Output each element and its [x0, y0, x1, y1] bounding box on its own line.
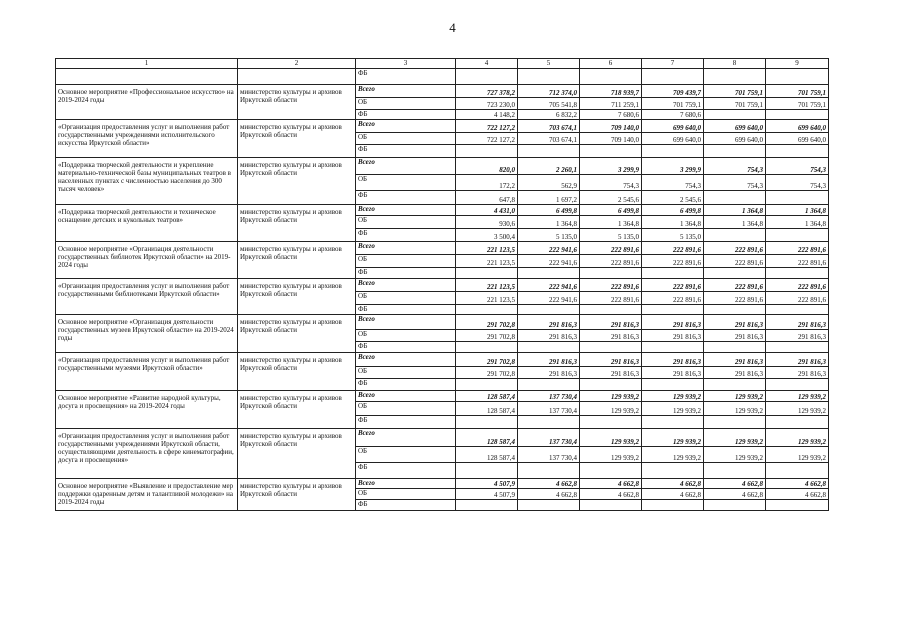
fund-label: ОБ [356, 216, 456, 229]
value-cell: 222 891,6 [580, 292, 642, 305]
value-cell: 222 891,6 [580, 242, 642, 255]
value-cell [704, 305, 766, 315]
value-cell: 222 941,6 [518, 255, 580, 268]
value-cell: 6 832,2 [518, 110, 580, 120]
value-cell: 930,6 [456, 216, 518, 229]
value-cell [766, 305, 829, 315]
fund-label: ОБ [356, 447, 456, 463]
value-cell: 291 816,3 [704, 353, 766, 367]
value-cell: 221 123,5 [456, 242, 518, 255]
value-cell: 6 499,8 [518, 205, 580, 216]
value-cell: 291 816,3 [518, 367, 580, 379]
value-cell: 7 680,6 [580, 110, 642, 120]
value-cell: 701 759,1 [704, 85, 766, 98]
responsible-org: министерство культуры и архивов Иркутской области [238, 158, 356, 205]
value-cell: 291 816,3 [766, 367, 829, 379]
value-cell [766, 268, 829, 279]
fund-label: ОБ [356, 133, 456, 145]
responsible-org: министерство культуры и архивов Иркутской области [238, 85, 356, 120]
value-cell: 222 891,6 [642, 242, 704, 255]
table-row [56, 69, 829, 85]
value-cell [642, 379, 704, 391]
value-cell: 4 507,9 [456, 489, 518, 500]
value-cell: 222 891,6 [580, 279, 642, 292]
value-cell: 222 891,6 [766, 279, 829, 292]
value-cell: 222 941,6 [518, 279, 580, 292]
value-cell: 754,3 [580, 175, 642, 191]
value-cell: 129 939,2 [642, 447, 704, 463]
value-cell: 647,8 [456, 191, 518, 205]
value-cell [704, 500, 766, 511]
value-cell [766, 463, 829, 479]
activity-name: Основное мероприятие «Выявление и предоставление мер поддержки одаренным детям и талантливой молодежи» на 2019-2024 годы [56, 479, 238, 511]
value-cell: 754,3 [704, 175, 766, 191]
value-cell [766, 500, 829, 511]
value-cell: 5 135,0 [580, 229, 642, 242]
value-cell: 701 759,1 [766, 85, 829, 98]
value-cell: 129 939,2 [766, 391, 829, 402]
value-cell [580, 500, 642, 511]
value-cell: 2 260,1 [518, 158, 580, 175]
fund-label: ФБ [356, 69, 456, 85]
value-cell: 129 939,2 [580, 391, 642, 402]
value-cell [580, 463, 642, 479]
value-cell [642, 463, 704, 479]
value-cell [704, 229, 766, 242]
value-cell: 128 587,4 [456, 429, 518, 447]
table-row [56, 279, 829, 292]
value-cell: 222 941,6 [518, 242, 580, 255]
value-cell: 1 364,8 [580, 216, 642, 229]
value-cell: 6 499,8 [642, 205, 704, 216]
activity-name: «Организация предоставления услуг и выполнения работ государственными библиотеками Иркутской области» [56, 279, 238, 315]
value-cell: 1 364,8 [766, 216, 829, 229]
value-cell: 1 364,8 [642, 216, 704, 229]
header-cell: 8 [704, 59, 766, 69]
value-cell [704, 463, 766, 479]
value-cell: 222 941,6 [518, 292, 580, 305]
value-cell: 291 816,3 [704, 315, 766, 330]
header-cell: 6 [580, 59, 642, 69]
value-cell: 699 640,0 [642, 120, 704, 133]
fund-label: ОБ [356, 175, 456, 191]
value-cell: 129 939,2 [580, 402, 642, 416]
name-cell [56, 69, 238, 85]
value-cell: 129 939,2 [704, 447, 766, 463]
fund-label: ФБ [356, 416, 456, 429]
fund-label: ФБ [356, 463, 456, 479]
value-cell: 709 439,7 [642, 85, 704, 98]
value-cell: 711 259,1 [580, 98, 642, 110]
value-cell: 137 730,4 [518, 402, 580, 416]
value-cell: 221 123,5 [456, 279, 518, 292]
fund-label: Всего [356, 205, 456, 216]
table-row [56, 242, 829, 255]
value-cell [766, 379, 829, 391]
value-cell [456, 379, 518, 391]
value-cell: 129 939,2 [704, 429, 766, 447]
value-cell [766, 110, 829, 120]
value-cell: 222 891,6 [704, 292, 766, 305]
value-cell: 2 545,6 [642, 191, 704, 205]
fund-label: ФБ [356, 229, 456, 242]
value-cell [518, 145, 580, 158]
value-cell [456, 305, 518, 315]
responsible-org: министерство культуры и архивов Иркутской области [238, 279, 356, 315]
value-cell [518, 500, 580, 511]
value-cell [766, 191, 829, 205]
activity-name: «Поддержка творческой деятельности и укрепление материально-технической базы муниципальных театров в населенных пунктах с численностью населения до 300 тысяч человек» [56, 158, 238, 205]
value-cell: 291 816,3 [642, 367, 704, 379]
value-cell [642, 416, 704, 429]
value-cell: 291 816,3 [704, 367, 766, 379]
value-cell: 291 702,8 [456, 367, 518, 379]
fund-label: ОБ [356, 402, 456, 416]
fund-label: ФБ [356, 191, 456, 205]
value-cell: 291 816,3 [642, 315, 704, 330]
value-cell [704, 145, 766, 158]
value-cell: 4 662,8 [518, 489, 580, 500]
value-cell: 291 816,3 [580, 315, 642, 330]
fund-label: Всего [356, 391, 456, 402]
value-cell: 4 662,8 [518, 479, 580, 489]
value-cell: 291 702,8 [456, 315, 518, 330]
value-cell: 129 939,2 [766, 447, 829, 463]
value-cell: 291 816,3 [580, 367, 642, 379]
value-cell [518, 342, 580, 353]
header-cell: 1 [56, 59, 238, 69]
value-cell [766, 416, 829, 429]
value-cell: 722 127,2 [456, 133, 518, 145]
value-cell [704, 416, 766, 429]
value-cell: 129 939,2 [642, 429, 704, 447]
budget-table [55, 58, 829, 511]
table-row [56, 353, 829, 367]
value-cell: 754,3 [766, 175, 829, 191]
value-cell [642, 145, 704, 158]
value-cell [766, 229, 829, 242]
value-cell [642, 342, 704, 353]
value-cell: 129 939,2 [766, 429, 829, 447]
fund-label: ОБ [356, 489, 456, 500]
value-cell: 128 587,4 [456, 391, 518, 402]
value-cell: 222 891,6 [766, 292, 829, 305]
value-cell: 7 680,6 [642, 110, 704, 120]
header-cell: 9 [766, 59, 829, 69]
value-cell: 712 374,0 [518, 85, 580, 98]
header-cell: 3 [356, 59, 456, 69]
value-cell: 4 662,8 [642, 489, 704, 500]
value-cell [456, 463, 518, 479]
value-cell: 699 640,0 [642, 133, 704, 145]
value-cell: 1 364,8 [766, 205, 829, 216]
value-cell: 4 662,8 [580, 479, 642, 489]
value-cell [518, 463, 580, 479]
value-cell: 6 499,8 [580, 205, 642, 216]
value-cell: 3 299,9 [642, 158, 704, 175]
table-row [56, 479, 829, 489]
value-cell: 129 939,2 [704, 402, 766, 416]
header-cell: 7 [642, 59, 704, 69]
table-row [56, 158, 829, 175]
value-cell: 222 891,6 [704, 242, 766, 255]
activity-name: «Организация предоставления услуг и выполнения работ государственными учреждениями исполнительского искусства Иркутской области» [56, 120, 238, 158]
value-cell: 3 299,9 [580, 158, 642, 175]
value-cell: 128 587,4 [456, 402, 518, 416]
fund-label: ФБ [356, 342, 456, 353]
value-cell: 703 674,1 [518, 120, 580, 133]
value-cell [766, 145, 829, 158]
value-cell: 137 730,4 [518, 447, 580, 463]
value-cell: 128 587,4 [456, 447, 518, 463]
value-cell: 5 135,0 [518, 229, 580, 242]
fund-label: ОБ [356, 330, 456, 342]
value-cell: 754,3 [642, 175, 704, 191]
value-cell [580, 268, 642, 279]
value-cell: 291 816,3 [518, 315, 580, 330]
responsible-org: министерство культуры и архивов Иркутской области [238, 429, 356, 479]
value-cell: 137 730,4 [518, 391, 580, 402]
table-header-row [56, 59, 829, 69]
value-cell: 129 939,2 [766, 402, 829, 416]
value-cell: 705 541,8 [518, 98, 580, 110]
value-cell: 4 662,8 [766, 489, 829, 500]
value-cell [580, 145, 642, 158]
activity-name: Основное мероприятие «Профессиональное искусство» на 2019-2024 годы [56, 85, 238, 120]
activity-name: Основное мероприятие «Развитие народной культуры, досуга и просвещения» на 2019-2024 годы [56, 391, 238, 429]
value-cell: 701 759,1 [766, 98, 829, 110]
value-cell [580, 305, 642, 315]
header-cell: 2 [238, 59, 356, 69]
value-cell: 172,2 [456, 175, 518, 191]
fund-label: Всего [356, 85, 456, 98]
fund-label: ФБ [356, 305, 456, 315]
value-cell: 291 816,3 [766, 353, 829, 367]
value-cell: 754,3 [704, 158, 766, 175]
fund-label: ФБ [356, 268, 456, 279]
value-cell: 221 123,5 [456, 255, 518, 268]
activity-name: «Поддержка творческой деятельности и техническое оснащение детских и кукольных театров» [56, 205, 238, 242]
value-cell [642, 268, 704, 279]
value-cell: 291 816,3 [704, 330, 766, 342]
value-cell: 2 545,6 [580, 191, 642, 205]
value-cell: 222 891,6 [704, 279, 766, 292]
fund-label: Всего [356, 353, 456, 367]
value-cell [580, 379, 642, 391]
value-cell: 4 662,8 [704, 479, 766, 489]
value-cell: 699 640,0 [766, 120, 829, 133]
fund-label: Всего [356, 479, 456, 489]
responsible-org: министерство культуры и архивов Иркутской области [238, 353, 356, 391]
value-cell: 222 891,6 [766, 255, 829, 268]
value-cell: 291 702,8 [456, 353, 518, 367]
value-cell: 129 939,2 [580, 447, 642, 463]
fund-label: Всего [356, 279, 456, 292]
value-cell: 291 816,3 [580, 330, 642, 342]
fund-label: ФБ [356, 110, 456, 120]
value-cell: 291 816,3 [518, 330, 580, 342]
value-cell: 1 364,8 [704, 205, 766, 216]
value-cell [642, 305, 704, 315]
fund-label: Всего [356, 429, 456, 447]
value-cell: 820,0 [456, 158, 518, 175]
value-cell: 703 674,1 [518, 133, 580, 145]
value-cell [704, 268, 766, 279]
fund-label: Всего [356, 120, 456, 133]
value-cell: 727 378,2 [456, 85, 518, 98]
value-cell: 701 759,1 [642, 98, 704, 110]
value-cell: 129 939,2 [642, 402, 704, 416]
responsible-org: министерство культуры и архивов Иркутской области [238, 315, 356, 353]
value-cell [704, 191, 766, 205]
value-cell [704, 342, 766, 353]
value-cell: 129 939,2 [704, 391, 766, 402]
value-cell: 221 123,5 [456, 292, 518, 305]
value-cell: 1 364,8 [704, 216, 766, 229]
value-cell [766, 342, 829, 353]
header-cell: 5 [518, 59, 580, 69]
responsible-org: министерство культуры и архивов Иркутской области [238, 391, 356, 429]
table-row [56, 391, 829, 402]
responsible-org: министерство культуры и архивов Иркутской области [238, 205, 356, 242]
fund-label: Всего [356, 242, 456, 255]
value-cell [456, 342, 518, 353]
value-cell: 291 816,3 [766, 330, 829, 342]
value-cell [580, 342, 642, 353]
responsible-org: министерство культуры и архивов Иркутской области [238, 242, 356, 279]
table-row [56, 315, 829, 330]
value-cell: 4 662,8 [642, 479, 704, 489]
value-cell [518, 379, 580, 391]
value-cell: 291 816,3 [580, 353, 642, 367]
value-cell: 723 230,0 [456, 98, 518, 110]
value-cell: 222 891,6 [704, 255, 766, 268]
value-cell: 1 364,8 [518, 216, 580, 229]
page-number: 4 [449, 20, 456, 35]
value-cell [518, 305, 580, 315]
value-cell: 291 816,3 [642, 353, 704, 367]
value-cell: 222 891,6 [642, 292, 704, 305]
responsible-org: министерство культуры и архивов Иркутской области [238, 120, 356, 158]
value-cell: 4 662,8 [766, 479, 829, 489]
fund-label: ФБ [356, 379, 456, 391]
value-cell [704, 110, 766, 120]
value-cell: 3 500,4 [456, 229, 518, 242]
value-cell [456, 500, 518, 511]
value-cell: 291 816,3 [518, 353, 580, 367]
value-cell [518, 268, 580, 279]
value-cell: 222 891,6 [580, 255, 642, 268]
table-row [56, 120, 829, 133]
activity-name: Основное мероприятие «Организация деятельности государственных музеев Иркутской области» на 2019-2024 годы [56, 315, 238, 353]
fund-label: Всего [356, 315, 456, 330]
value-cell: 129 939,2 [580, 429, 642, 447]
fund-label: ОБ [356, 98, 456, 110]
table-row [56, 205, 829, 216]
value-cell: 4 662,8 [704, 489, 766, 500]
value-cell: 699 640,0 [704, 133, 766, 145]
table-row [56, 429, 829, 447]
value-cell: 701 759,1 [704, 98, 766, 110]
value-cell: 1 697,2 [518, 191, 580, 205]
fund-label: ОБ [356, 255, 456, 268]
value-cell: 4 148,2 [456, 110, 518, 120]
activity-name: «Организация предоставления услуг и выполнения работ государственными учреждениями Иркутской области, осуществляющими деятельность в сфере кинематографии, досуга и просвещения» [56, 429, 238, 479]
value-cell: 718 939,7 [580, 85, 642, 98]
fund-label: ФБ [356, 145, 456, 158]
value-cell [456, 416, 518, 429]
value-cell: 5 135,0 [642, 229, 704, 242]
fund-label: Всего [356, 158, 456, 175]
responsible-org: министерство культуры и архивов Иркутской области [238, 479, 356, 511]
value-cell: 754,3 [766, 158, 829, 175]
value-cell: 699 640,0 [704, 120, 766, 133]
value-cell: 291 816,3 [766, 315, 829, 330]
value-cell: 222 891,6 [642, 255, 704, 268]
value-cell: 291 702,8 [456, 330, 518, 342]
activity-name: «Организация предоставления услуг и выполнения работ государственными музеями Иркутской области» [56, 353, 238, 391]
value-cell [642, 500, 704, 511]
header-cell: 4 [456, 59, 518, 69]
fund-label: ОБ [356, 292, 456, 305]
value-cell: 709 140,0 [580, 133, 642, 145]
value-cell: 129 939,2 [642, 391, 704, 402]
table-row [56, 85, 829, 98]
value-cell: 709 140,0 [580, 120, 642, 133]
value-cell: 137 730,4 [518, 429, 580, 447]
fund-label: ФБ [356, 500, 456, 511]
value-cell: 699 640,0 [766, 133, 829, 145]
value-cell [704, 379, 766, 391]
value-cell: 291 816,3 [642, 330, 704, 342]
value-cell [580, 416, 642, 429]
value-cell [456, 145, 518, 158]
value-cell: 4 431,0 [456, 205, 518, 216]
value-cell: 222 891,6 [642, 279, 704, 292]
value-cell: 222 891,6 [766, 242, 829, 255]
value-cell [518, 416, 580, 429]
value-cell: 562,9 [518, 175, 580, 191]
fund-label: ОБ [356, 367, 456, 379]
activity-name: Основное мероприятие «Организация деятельности государственных библиотек Иркутской области» на 2019-2024 годы [56, 242, 238, 279]
org-cell [238, 69, 356, 85]
value-cell [456, 268, 518, 279]
value-cell: 722 127,2 [456, 120, 518, 133]
value-cell: 4 662,8 [580, 489, 642, 500]
value-cell: 4 507,9 [456, 479, 518, 489]
